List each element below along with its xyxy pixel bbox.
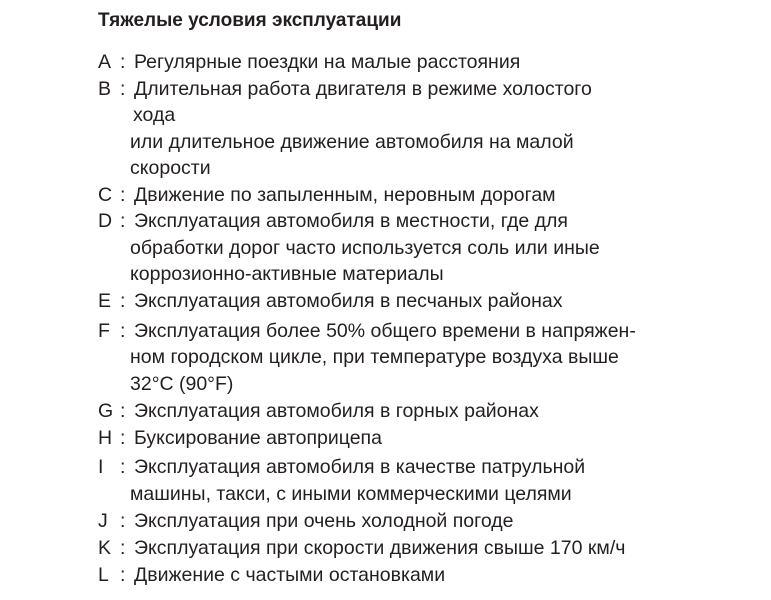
item-separator: : [120,564,126,586]
item-text: Длительная работа двигателя в режиме холостого [134,78,592,100]
item-text-continuation: машины, такси, с иными коммерческими целями [130,483,572,505]
item-letter: D [98,210,113,232]
item-letter: B [98,78,112,100]
item-text: Эксплуатация автомобиля в качестве патрульной [134,456,586,478]
item-separator: : [120,210,126,232]
item-separator: : [120,456,126,478]
item-text-continuation: или длительное движение автомобиля на малой [130,131,574,153]
item-text: Движение по запыленным, неровным дорогам [134,184,556,206]
item-separator: : [120,537,126,559]
page-title: Тяжелые условия эксплуатации [98,10,402,31]
item-separator: : [120,290,126,312]
item-text-continuation: коррозионно-активные материалы [130,263,444,285]
item-text: Буксирование автоприцепа [134,427,382,449]
item-text: Эксплуатация при скорости движения свыше 170 км/ч [134,537,626,559]
item-text-continuation: хода [133,104,176,126]
item-text: Эксплуатация при очень холодной погоде [134,510,514,532]
item-text: Эксплуатация более 50% общего времени в напряжен- [134,320,636,342]
item-letter: H [98,427,113,449]
item-text: Регулярные поездки на малые расстояния [134,51,521,73]
item-text-continuation: обработки дорог часто используется соль или иные [130,237,600,259]
item-letter: A [98,51,112,73]
item-letter: E [98,290,112,312]
item-separator: : [120,78,126,100]
item-text: Эксплуатация автомобиля в горных районах [134,400,539,422]
item-separator: : [120,51,126,73]
item-letter: G [98,400,114,422]
item-text: Эксплуатация автомобиля в песчаных районах [134,290,563,312]
item-text-continuation: скорости [130,157,211,179]
item-separator: : [120,184,126,206]
item-separator: : [120,510,126,532]
item-letter: L [98,564,109,586]
item-text: Движение с частыми остановками [134,564,446,586]
item-letter: J [98,510,108,532]
item-letter: C [98,184,113,206]
item-letter: I [98,456,104,478]
item-text-continuation: ном городском цикле, при температуре воздуха выше [130,346,619,368]
item-text-continuation: 32°C (90°F) [130,373,234,395]
item-letter: F [98,320,110,342]
item-separator: : [120,320,126,342]
item-separator: : [120,400,126,422]
item-separator: : [120,427,126,449]
item-text: Эксплуатация автомобиля в местности, где для [134,210,568,232]
item-letter: K [98,537,112,559]
